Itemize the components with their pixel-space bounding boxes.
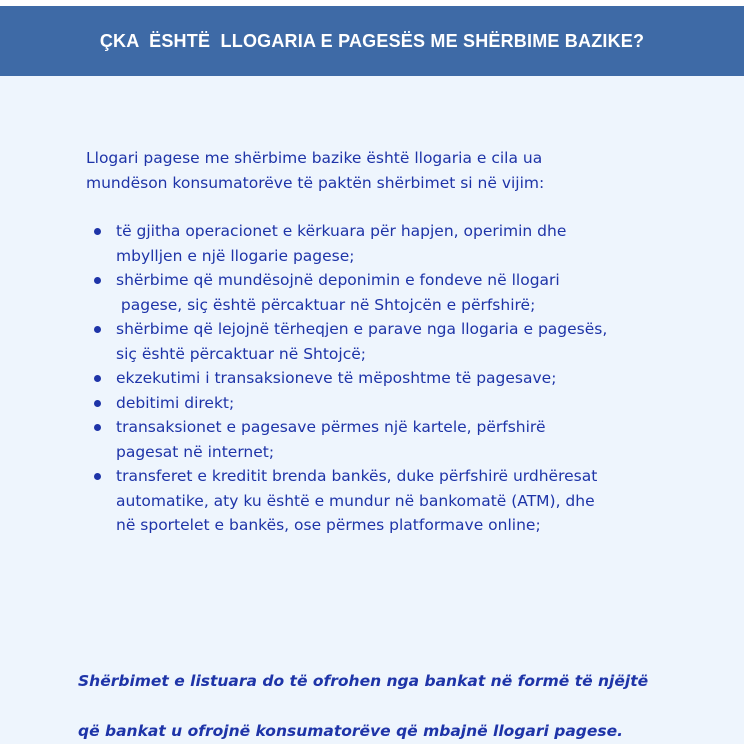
list-item-line: mbylljen e një llogarie pagese; [116, 246, 355, 265]
list-item [86, 415, 706, 464]
list-item-line: ekzekutimi i transaksioneve të mëposhtme të pagesave; [116, 369, 557, 387]
bullet-icon [94, 326, 101, 333]
note-line: Shërbimet e listuara do të ofrohen nga bankat në formë të njëjtë [78, 672, 649, 690]
closing-note [78, 644, 718, 744]
list-item-line: debitimi direkt; [116, 393, 235, 412]
list-item-line: shërbime që lejojnë tërheqjen e parave nga llogaria e pagesës, [116, 320, 608, 338]
main-content [86, 146, 706, 538]
list-item-line: pagese, siç është përcaktuar në Shtojcën e përfshirë; [116, 295, 536, 314]
list-item-line: transaksionet e pagesave përmes një kartele, përfshirë [116, 418, 546, 436]
note-line: që bankat u ofrojnë konsumatorëve që mbajnë llogari pagese. [78, 722, 624, 740]
bullet-icon [94, 228, 101, 235]
list-item-line: transferet e kreditit brenda bankës, duke përfshirë urdhëresat [116, 467, 598, 485]
bullet-icon [94, 277, 101, 284]
intro-paragraph [86, 146, 706, 195]
list-item-line: të gjitha operacionet e kërkuara për hapjen, operimin dhe [116, 222, 567, 240]
list-item [86, 366, 706, 391]
list-item-line: siç është përcaktuar në Shtojcë; [116, 344, 367, 363]
list-item [86, 219, 706, 268]
list-item [86, 464, 706, 538]
bullet-icon [94, 375, 101, 382]
intro-line: mundëson konsumatorëve të paktën shërbimet si në vijim: [86, 173, 545, 192]
bullet-icon [94, 473, 101, 480]
list-item [86, 268, 706, 317]
list-item-line: automatike, aty ku është e mundur në bankomatë (ATM), dhe [116, 491, 595, 510]
list-item [86, 317, 706, 366]
header-banner [0, 6, 744, 76]
intro-line: Llogari pagese me shërbime bazike është llogaria e cila ua [86, 149, 543, 167]
list-item-line: në sportelet e bankës, ose përmes platformave online; [116, 516, 541, 534]
list-item [86, 391, 706, 416]
services-list [86, 219, 706, 538]
page-title: ÇKA ËSHTË LLOGARIA E PAGESËS ME SHËRBIME BAZIKE? [99, 30, 645, 51]
bullet-icon [94, 424, 101, 431]
list-item-line: pagesat në internet; [116, 442, 275, 461]
list-item-line: shërbime që mundësojnë deponimin e fondeve në llogari [116, 271, 560, 289]
bullet-icon [94, 400, 101, 407]
